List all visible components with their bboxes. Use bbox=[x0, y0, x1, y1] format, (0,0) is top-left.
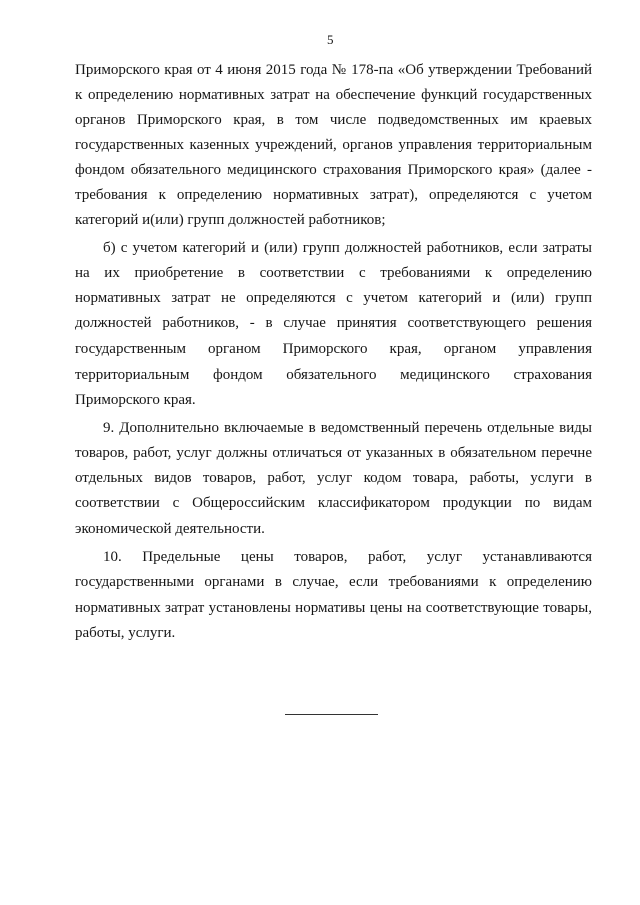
paragraph-line: отдельных видов товаров, работ, услуг кодом товара, работы, услуги в bbox=[75, 470, 592, 486]
end-of-text-rule bbox=[285, 714, 378, 715]
paragraph-line: нормативных затрат не определяются с учетом категорий и (или) групп bbox=[75, 290, 592, 306]
paragraph-line: б) с учетом категорий и (или) групп должностей работников, если затраты bbox=[103, 240, 592, 256]
paragraph-line: государственными органами в случае, если требованиями к определению bbox=[75, 574, 592, 590]
paragraph-line: товаров, работ, услуг должны отличаться от указанных в обязательном перечне bbox=[75, 445, 592, 461]
paragraph-line: Приморского края. bbox=[75, 392, 196, 408]
page-number: 5 bbox=[327, 32, 334, 47]
paragraph-line: к определению нормативных затрат на обеспечение функций государственных bbox=[75, 87, 592, 103]
paragraph-line: нормативных затрат установлены нормативы цены на соответствующие товары, bbox=[75, 600, 592, 616]
paragraph-line: соответствии с Общероссийским классификатором продукции по видам bbox=[75, 495, 592, 511]
paragraph-line: работы, услуги. bbox=[75, 625, 176, 641]
paragraph-line: государственным органом Приморского края, органом управления bbox=[75, 341, 592, 357]
paragraph-line: государственных казенных учреждений, органов управления территориальным bbox=[75, 137, 592, 153]
paragraph-line: экономической деятельности. bbox=[75, 521, 265, 537]
paragraph-line: требования к определению нормативных затрат), определяются с учетом bbox=[75, 187, 592, 203]
paragraph-line: категорий и(или) групп должностей работников; bbox=[75, 212, 386, 228]
paragraph-line: территориальным фондом обязательного медицинского страхования bbox=[75, 367, 592, 383]
paragraph-line: на их приобретение в соответствии с требованиями к определению bbox=[75, 265, 592, 281]
paragraph-line: Приморского края от 4 июня 2015 года № 178-па «Об утверждении Требований bbox=[75, 62, 592, 78]
paragraph-line: 10. Предельные цены товаров, работ, услуг устанавливаются bbox=[103, 549, 592, 565]
paragraph-line: органов Приморского края, в том числе подведомственных им краевых bbox=[75, 112, 592, 128]
paragraph-line: должностей работников, - в случае принятия соответствующего решения bbox=[75, 315, 592, 331]
paragraph-line: 9. Дополнительно включаемые в ведомственный перечень отдельные виды bbox=[103, 420, 592, 436]
paragraph-line: фондом обязательного медицинского страхования Приморского края» (далее - bbox=[75, 162, 592, 178]
